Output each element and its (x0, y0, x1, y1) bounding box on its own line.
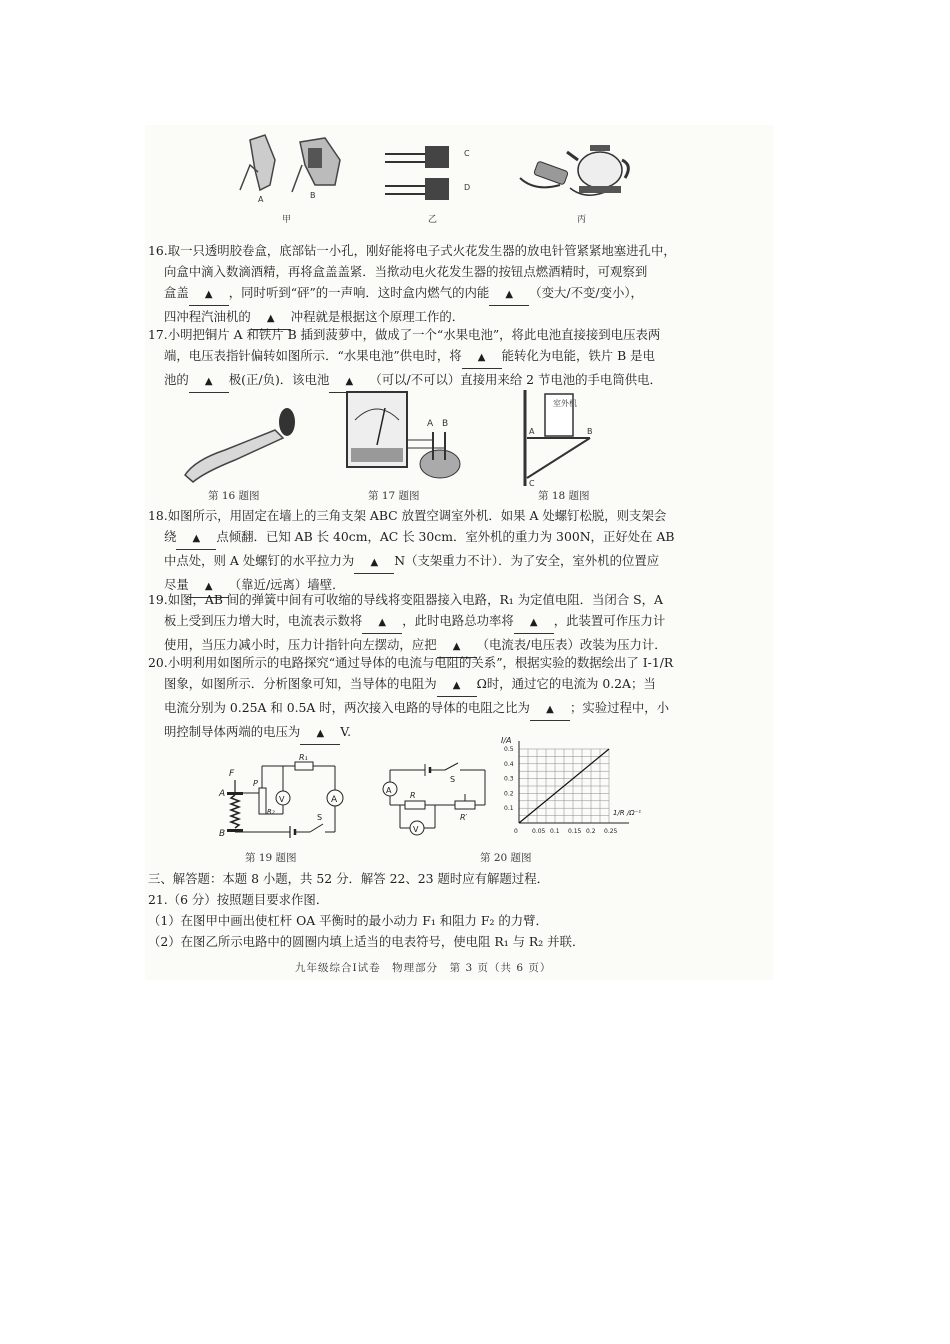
question-21-part1: （1）在图甲中画出使杠杆 OA 平衡时的最小动力 F₁ 和阻力 F₂ 的力臂． (148, 913, 548, 928)
chart-ylabel: I/A (501, 736, 512, 745)
figure-18-bracket (515, 388, 605, 488)
ammeter-label: A (386, 786, 392, 795)
label-c: C (529, 479, 535, 488)
x-tick-label: 0.1 (550, 828, 560, 835)
caption-fig20: 第 20 题图 (480, 852, 532, 864)
label-d: D (464, 183, 471, 192)
y-tick-label: 0.1 (504, 805, 514, 813)
answer-blank[interactable]: ▲ (437, 634, 477, 658)
label-rp: R′ (460, 813, 468, 822)
label-b: B (442, 419, 449, 429)
figure-16-igniter (175, 400, 315, 490)
answer-blank[interactable]: ▲ (514, 610, 554, 634)
page-footer: 九年级综合Ⅰ试卷 物理部分 第 3 页（共 6 页） (295, 962, 552, 974)
question-20: 20.小明利用如图所示的电路探究“通过导体的电流与电阻的关系”，根据实验的数据绘出了 I-1/R 图象，如图所示．分析图象可知，当导体的电阻为 ▲ Ω时，通过它的电流为 0.2A；当 电流分别为 0.25A 和 0.5A 时，两次接入电路的导体的电阻之比为 ▲ ；实验过程中，小 明控制导体两端的电压为 ▲ V. (148, 652, 714, 745)
figure-20-graph (495, 735, 655, 845)
x-tick-label: 0.2 (586, 828, 596, 835)
caption-fig16: 第 16 题图 (208, 490, 260, 502)
x-tick-label: 0.15 (568, 828, 582, 835)
x-tick-label: 0.05 (532, 828, 546, 835)
figure-17-voltmeter (345, 390, 465, 490)
label-c: C (464, 149, 470, 158)
label-a: A (258, 195, 264, 204)
label-a: A (529, 427, 535, 436)
caption-fig18: 第 18 题图 (538, 490, 590, 502)
label-bing: 丙 (577, 215, 587, 225)
answer-blank[interactable]: ▲ (251, 306, 291, 330)
answer-blank[interactable]: ▲ (489, 282, 529, 306)
answer-blank[interactable]: ▲ (189, 574, 229, 598)
answer-blank[interactable]: ▲ (354, 550, 394, 574)
unit-label: 室外机 (553, 399, 577, 408)
y-tick-label: 0.2 (504, 790, 514, 798)
q16-line1: 16.取一只透明胶卷盒，底部钻一小孔，刚好能将电子式火花发生器的放电针管紧紧地塞进孔中， (148, 243, 676, 258)
label-r2: R₂ (267, 808, 275, 816)
question-18: 18.如图所示，用固定在墙上的三角支架 ABC 放置空调室外机．如果 A 处螺钉松脱，则支架会 绕 ▲ 点倾翻．已知 AB 长 40cm，AC 长 30cm．室外机的重力为 300N，正好处在 AB 中点处，则 A 处螺钉的水平拉力为 ▲ N（支架重力不计）．为了安全，室外机的位置应 尽量 ▲ （靠近/远离）墙壁． (148, 505, 714, 598)
figure-bing-kettle (515, 130, 645, 225)
ammeter-label: A (331, 795, 338, 805)
answer-blank[interactable]: ▲ (189, 282, 229, 306)
question-21: 21.（6 分）按照题目要求作图． (148, 892, 329, 907)
label-b: B (587, 427, 593, 436)
voltmeter-label: V (279, 795, 285, 804)
label-s: S (317, 813, 323, 822)
x-tick-label: 0 (514, 828, 518, 835)
chart-xlabel: 1/R /Ω⁻¹ (613, 809, 642, 817)
y-tick-label: 0.5 (504, 746, 514, 753)
label-a: A (427, 419, 434, 429)
figure-yi-plugs (380, 138, 490, 226)
question-17: 17.小明把铜片 A 和铁片 B 插到菠萝中，做成了一个“水果电池”，将此电池直接接到电压表两 端，电压表指针偏转如图所示．“水果电池”供电时，将 ▲ 能转化为电能，铁片 B 是电 池的 ▲ 极(正/负)．该电池 ▲ （可以/不可以）直接用来给 2 节电池的手电筒供电． (148, 324, 714, 393)
answer-blank[interactable]: ▲ (189, 369, 229, 393)
label-p: P (253, 779, 258, 788)
y-tick-label: 0.4 (504, 760, 514, 768)
label-f: F (229, 769, 235, 779)
answer-blank[interactable]: ▲ (462, 345, 502, 369)
figure-jia-hands (230, 130, 350, 225)
answer-blank[interactable]: ▲ (437, 673, 477, 697)
answer-blank[interactable]: ▲ (300, 721, 340, 745)
question-19: 19.如图，AB 间的弹簧中间有可收缩的导线将变阻器接入电路，R₁ 为定值电阻．当闭合 S，A 板上受到压力增大时，电流表示数将 ▲ ，此时电路总功率将 ▲ ，此装置可作压力计 使用，当压力减小时，压力计指针向左摆动，应把 ▲ （电流表/电压表）改装为压力计． (148, 589, 714, 658)
answer-blank[interactable]: ▲ (530, 697, 570, 721)
label-r1: R₁ (299, 753, 308, 762)
voltmeter-label: V (413, 825, 419, 834)
question-16: 16.取一只透明胶卷盒，底部钻一小孔，刚好能将电子式火花发生器的放电针管紧紧地塞进孔中， 向盒中滴入数滴酒精，再将盒盖盖紧．当揿动电火花发生器的按钮点燃酒精时，可观察到 盒盖 ▲ ，同时听到“砰”的一声响．这时盒内燃气的内能 ▲ （变大/不变/变小）， 四冲程汽油机的 ▲ 冲程就是根据这个原理工作的． (148, 240, 714, 330)
question-21-part2: （2）在图乙所示电路中的圆圈内填上适当的电表符号，使电阻 R₁ 与 R₂ 并联． (148, 934, 585, 949)
label-a: A (219, 789, 226, 799)
label-b: B (310, 191, 316, 200)
figure-20-circuit (380, 760, 490, 840)
answer-blank[interactable]: ▲ (176, 526, 216, 550)
label-jia: 甲 (282, 215, 292, 225)
caption-fig17: 第 17 题图 (368, 490, 420, 502)
label-b: B (219, 829, 226, 839)
caption-fig19: 第 19 题图 (245, 852, 297, 864)
label-s: S (450, 775, 456, 784)
figure-19-circuit (215, 752, 355, 847)
answer-blank[interactable]: ▲ (329, 369, 369, 393)
section-3-heading: 三、解答题：本题 8 小题，共 52 分．解答 22、23 题时应有解题过程． (148, 871, 549, 886)
x-tick-label: 0.25 (604, 828, 618, 835)
label-yi: 乙 (428, 215, 438, 225)
label-r: R (410, 791, 416, 800)
answer-blank[interactable]: ▲ (362, 610, 402, 634)
y-tick-label: 0.3 (504, 775, 514, 783)
